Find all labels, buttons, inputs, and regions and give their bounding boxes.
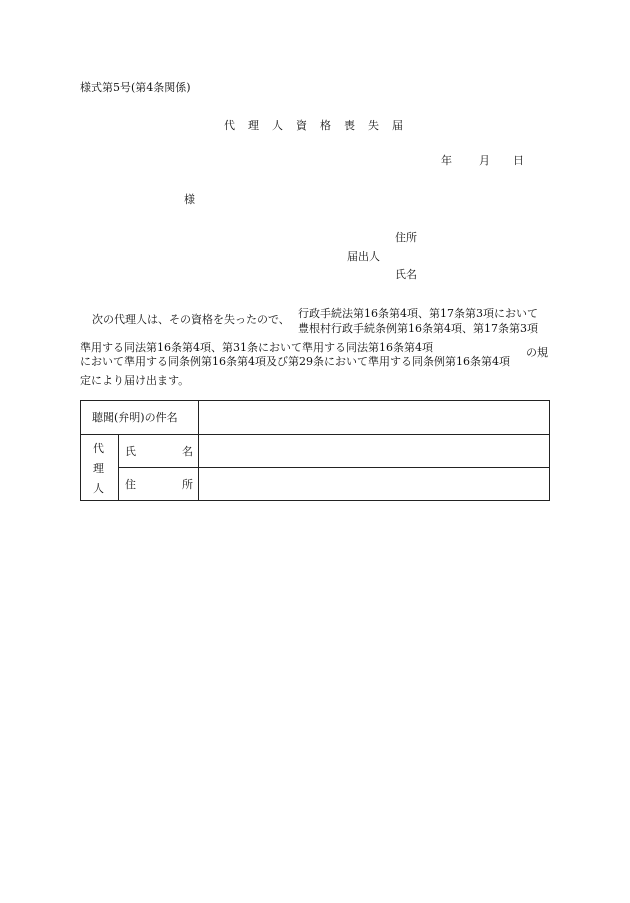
agent-name-field[interactable] (199, 435, 549, 467)
agent-name-label (125, 446, 193, 457)
title-char: 喪 (344, 119, 355, 132)
date-day-label: 日 (513, 154, 524, 167)
filer-name-label: 氏名 (395, 268, 417, 281)
agent-address-label-char: 住 (125, 478, 136, 491)
agent-address-field[interactable] (199, 468, 549, 500)
law-reference-line: 行政手続法第16条第4項、第17条第3項において (298, 307, 538, 320)
case-name-label: 聴聞(弁明)の件名 (92, 411, 178, 424)
date-month-label: 月 (479, 154, 490, 167)
law-reference-block-2 (80, 341, 510, 369)
filer-address-label: 住所 (395, 231, 417, 244)
table-divider (118, 434, 119, 500)
law-reference-block-1 (298, 306, 538, 336)
agent-label (93, 439, 104, 499)
case-name-field[interactable] (199, 401, 549, 434)
title-char: 資 (296, 119, 307, 132)
title-char: 格 (320, 119, 331, 132)
body-ending-text: 定により届け出ます。 (80, 374, 190, 387)
law-reference-line: において準用する同条例第16条第4項及び第29条において準用する同条例第16条第4項 (80, 355, 510, 368)
agent-info-table (80, 400, 550, 501)
title-char: 届 (392, 119, 403, 132)
title-char: 代 (224, 119, 235, 132)
addressee-suffix: 様 (184, 193, 195, 206)
agent-label-char: 人 (93, 482, 104, 495)
agent-name-label-char: 氏 (125, 445, 136, 458)
body-lead-text: 次の代理人は、その資格を失ったので、 (92, 313, 290, 326)
law-reference-line: 豊根村行政手続条例第16条第4項、第17条第3項 (298, 322, 538, 335)
date-row (441, 155, 524, 166)
title-char: 失 (368, 119, 379, 132)
title-char: 理 (248, 119, 259, 132)
body-suffix-text: の規 (526, 346, 548, 359)
agent-label-char: 代 (93, 442, 104, 455)
agent-label-char: 理 (93, 462, 104, 475)
agent-name-label-char: 名 (182, 445, 193, 458)
agent-address-label-char: 所 (182, 478, 193, 491)
title-char: 人 (272, 119, 283, 132)
date-year-label: 年 (441, 154, 452, 167)
agent-address-label (125, 479, 193, 490)
document-title (224, 120, 416, 131)
form-number: 様式第5号(第4条関係) (80, 81, 191, 94)
law-reference-line: 準用する同法第16条第4項、第31条において準用する同法第16条第4項 (80, 341, 433, 354)
filer-label: 届出人 (347, 250, 380, 263)
